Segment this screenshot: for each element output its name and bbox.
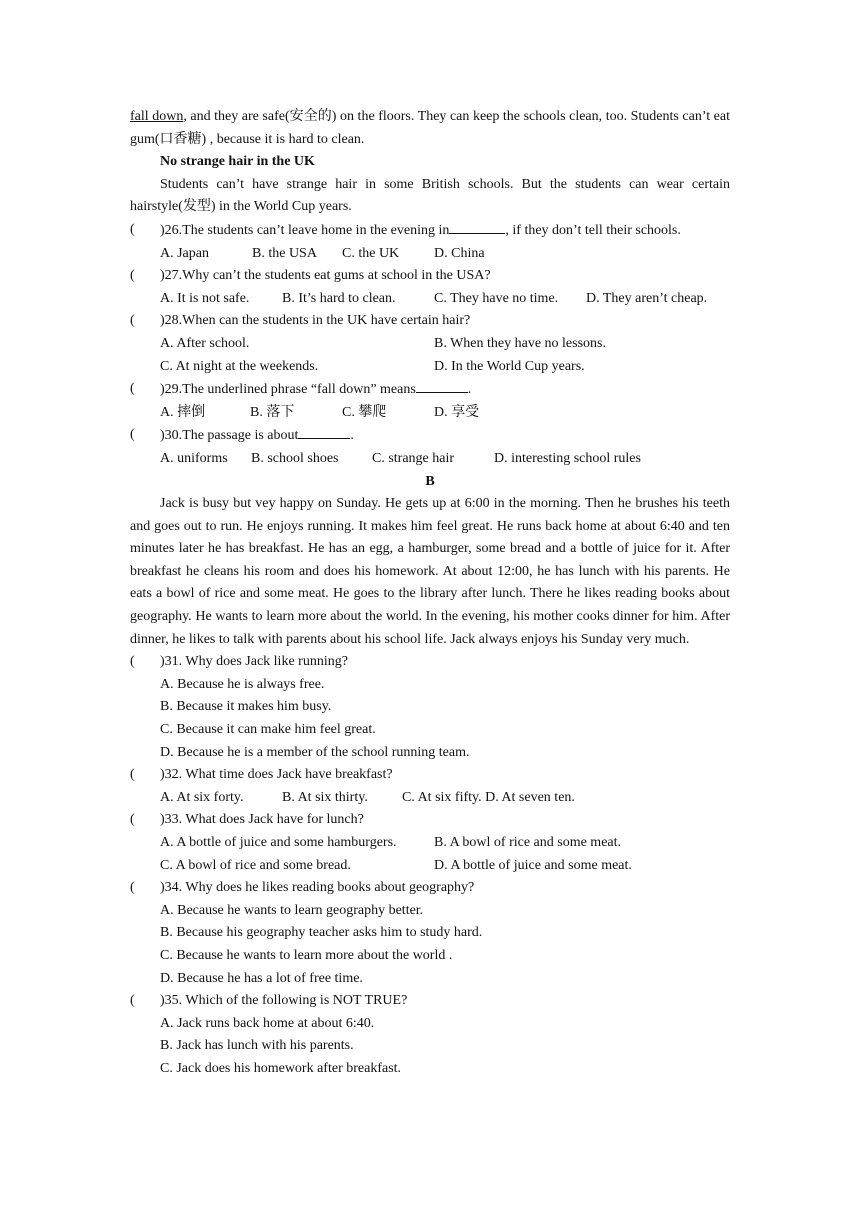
question-32 — [130, 764, 730, 787]
question-text: )33. What does Jack have for lunch? — [160, 812, 364, 828]
question-text: )29.The underlined phrase “fall down” means . — [160, 378, 471, 402]
question-28 — [130, 310, 730, 333]
question-35 — [130, 990, 730, 1013]
answer-paren[interactable]: ( — [130, 427, 135, 443]
answer-paren[interactable]: ( — [130, 654, 135, 670]
option-d[interactable]: D. 享受 — [434, 404, 480, 420]
uk-paragraph: Students can’t have strange hair in some British schools. But the students can wear certain hairstyle(发型) in the World Cup years. — [130, 176, 730, 215]
option-a[interactable]: A. Because he is always free. — [160, 676, 325, 692]
options-32 — [130, 787, 730, 810]
question-29 — [130, 378, 730, 402]
option-b[interactable]: B. At six thirty. — [282, 789, 368, 805]
question-text: )34. Why does he likes reading books about geography? — [160, 880, 475, 896]
answer-paren[interactable]: ( — [130, 268, 135, 284]
option-a[interactable]: A. At six forty. — [160, 789, 244, 805]
question-text: )31. Why does Jack like running? — [160, 654, 348, 670]
option-b[interactable]: B. Because it makes him busy. — [160, 699, 332, 715]
answer-blank[interactable] — [298, 424, 350, 439]
question-text: )32. What time does Jack have breakfast? — [160, 767, 393, 783]
option-c[interactable]: C. A bowl of rice and some bread. — [160, 857, 351, 873]
answer-paren[interactable]: ( — [130, 221, 135, 237]
option-b[interactable]: B. When they have no lessons. — [434, 335, 606, 351]
question-34 — [130, 877, 730, 900]
question-33 — [130, 809, 730, 832]
options-30 — [130, 448, 730, 471]
options-28 — [130, 333, 730, 378]
option-a[interactable]: A. Because he wants to learn geography better. — [160, 902, 424, 918]
option-a[interactable]: A. Jack runs back home at about 6:40. — [160, 1015, 375, 1031]
option-c-d[interactable]: C. At six fifty. D. At seven ten. — [402, 789, 575, 805]
option-b[interactable]: B. the USA — [252, 245, 317, 261]
question-text: )26.The students can’t leave home in the evening in , if they don’t tell their schools. — [160, 219, 681, 243]
option-d[interactable]: D. A bottle of juice and some meat. — [434, 857, 632, 873]
fall-down-phrase: fall down — [130, 109, 184, 124]
answer-paren[interactable]: ( — [130, 993, 135, 1009]
option-c[interactable]: C. At night at the weekends. — [160, 358, 319, 374]
options-26 — [130, 243, 730, 266]
option-a[interactable]: A. 摔倒 — [160, 404, 206, 420]
options-27 — [130, 288, 730, 311]
option-c[interactable]: C. Jack does his homework after breakfast. — [160, 1060, 402, 1076]
option-a[interactable]: A. A bottle of juice and some hamburgers. — [160, 835, 397, 850]
option-b[interactable]: B. A bowl of rice and some meat. — [434, 835, 622, 850]
question-27 — [130, 265, 730, 288]
option-d[interactable]: D. Because he has a lot of free time. — [160, 970, 363, 986]
question-26 — [130, 219, 730, 243]
option-c[interactable]: C. strange hair — [372, 450, 455, 466]
option-b[interactable]: B. 落下 — [250, 404, 295, 420]
intro-paragraph — [130, 106, 730, 151]
question-text: )30.The passage is about . — [160, 424, 354, 448]
option-b[interactable]: B. school shoes — [251, 450, 339, 466]
answer-paren[interactable]: ( — [130, 812, 135, 828]
option-a[interactable]: A. After school. — [160, 335, 250, 351]
option-d[interactable]: D. interesting school rules — [494, 450, 641, 466]
option-b[interactable]: B. Because his geography teacher asks him to study hard. — [160, 925, 483, 941]
exam-page — [130, 106, 730, 1081]
question-text: )35. Which of the following is NOT TRUE? — [160, 993, 408, 1009]
answer-paren[interactable]: ( — [130, 381, 135, 397]
option-d[interactable]: D. In the World Cup years. — [434, 358, 585, 374]
option-a[interactable]: A. uniforms — [160, 450, 228, 466]
option-d[interactable]: D. They aren’t cheap. — [586, 290, 708, 306]
section-b-heading: B — [425, 473, 435, 489]
answer-blank[interactable] — [449, 219, 505, 234]
question-text: )27.Why can’t the students eat gums at school in the USA? — [160, 268, 491, 284]
intro-text: , and they are safe(安全的) on the floors. They can keep the schools clean, too. Students can’t eat gum(口香糖) , because it is hard to clean. — [130, 109, 730, 147]
option-d[interactable]: D. Because he is a member of the school running team. — [160, 744, 470, 760]
option-a[interactable]: A. Japan — [160, 245, 209, 261]
answer-blank[interactable] — [416, 378, 468, 393]
option-b[interactable]: B. Jack has lunch with his parents. — [160, 1038, 354, 1054]
option-a[interactable]: A. It is not safe. — [160, 290, 250, 306]
answer-paren[interactable]: ( — [130, 313, 135, 329]
option-c[interactable]: C. Because it can make him feel great. — [160, 722, 376, 738]
option-c[interactable]: C. 攀爬 — [342, 404, 387, 420]
option-d[interactable]: D. China — [434, 245, 485, 261]
answer-paren[interactable]: ( — [130, 767, 135, 783]
question-text: )28.When can the students in the UK have certain hair? — [160, 313, 471, 329]
option-b[interactable]: B. It’s hard to clean. — [282, 290, 396, 306]
answer-paren[interactable]: ( — [130, 880, 135, 896]
uk-heading: No strange hair in the UK — [160, 154, 315, 170]
options-33 — [130, 832, 730, 877]
option-c[interactable]: C. They have no time. — [434, 290, 559, 306]
option-c[interactable]: C. the UK — [342, 245, 400, 261]
question-31 — [130, 651, 730, 674]
passage-b: Jack is busy but vey happy on Sunday. He gets up at 6:00 in the morning. Then he brushes his teeth and goes out to run. He enjoys running. It makes him feel great. He runs back home at about 6:40 and ten minutes later he has breakfast. He has an egg, a hamburger, some bread and a bottle of juice for it. After breakfast he cleans his room and does his homework. At about 12:00, he has lunch with his parents. He eats a bowl of rice and some meat. He goes to the library after lunch. There he likes reading books about geography. He wants to learn more about the world. In the evening, his mother cooks dinner for him. After dinner, he likes to talk with parents about his school life. Jack always enjoys his Sunday very much. — [130, 496, 730, 647]
option-c[interactable]: C. Because he wants to learn more about the world . — [160, 947, 453, 963]
options-29 — [130, 402, 730, 425]
question-30 — [130, 424, 730, 448]
